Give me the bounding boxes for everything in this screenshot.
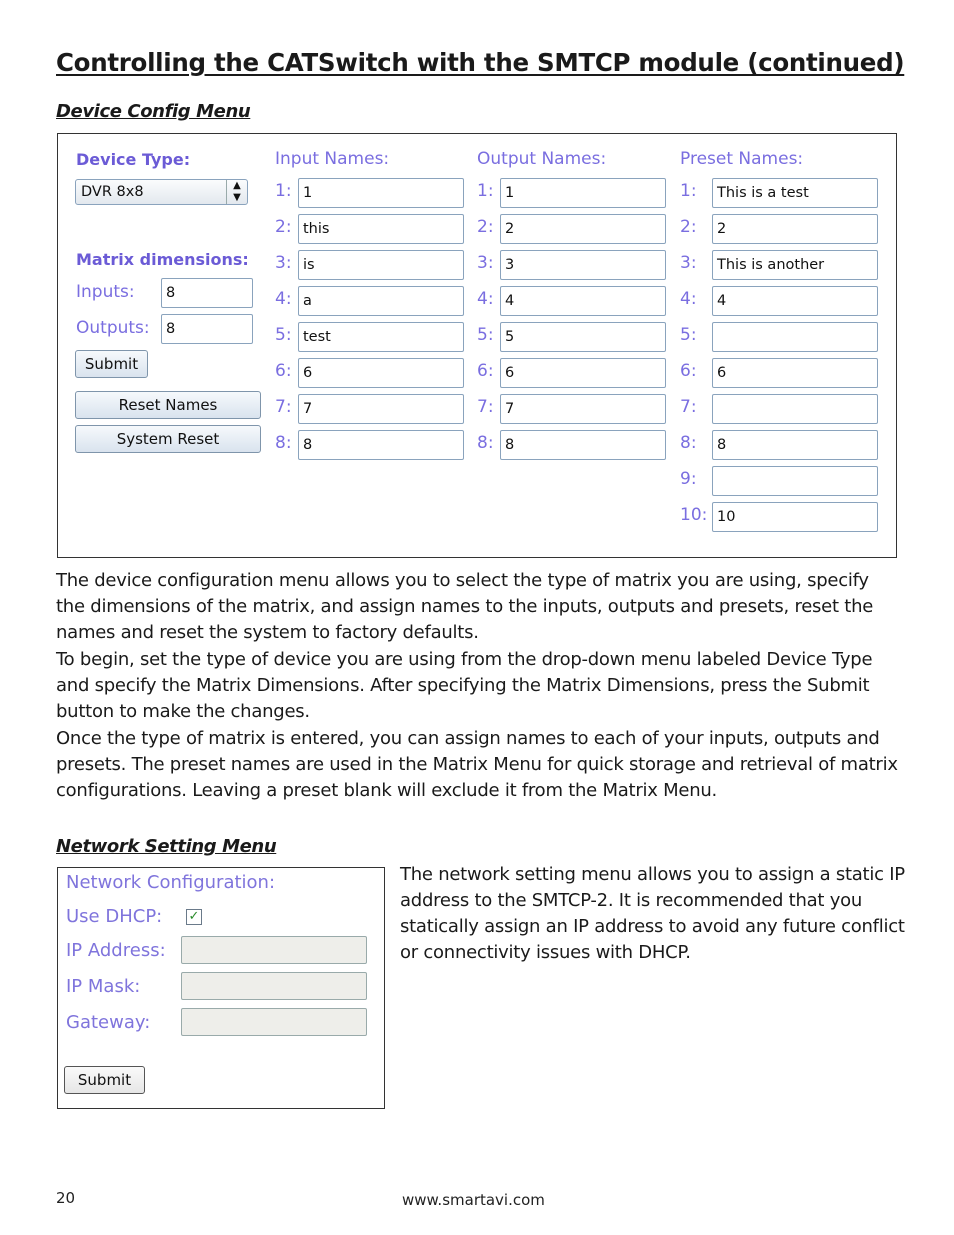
preset-name-field[interactable]: 4 (712, 286, 878, 316)
use-dhcp-checkbox[interactable]: ✓ (186, 909, 202, 925)
inputs-label: Inputs: (76, 282, 135, 302)
dimensions-submit-button[interactable]: Submit (75, 350, 148, 378)
preset-name-number: 4: (680, 289, 697, 309)
device-config-panel (57, 133, 897, 558)
preset-name-number: 10: (680, 505, 708, 525)
network-description: The network setting menu allows you to assign a static IP address to the SMTCP-2. It is recommended that you statically assign an IP address to avoid any future conflict or connectivity issues with DHCP. (400, 864, 905, 963)
preset-name-number: 5: (680, 325, 697, 345)
preset-names-header: Preset Names: (680, 149, 804, 169)
preset-name-field[interactable]: 8 (712, 430, 878, 460)
input-name-number: 7: (275, 397, 292, 417)
input-name-field[interactable]: 8 (298, 430, 464, 460)
network-config-panel (57, 867, 385, 1109)
input-name-number: 8: (275, 433, 292, 453)
outputs-count-field[interactable]: 8 (161, 314, 253, 344)
preset-name-number: 2: (680, 217, 697, 237)
device-config-paragraph-2: To begin, set the type of device you are using from the drop-down menu labeled Device Type and specify the Matrix Dimensions. After specifying the Matrix Dimensions, press the Submit button to make the changes. (56, 649, 873, 722)
preset-name-number: 8: (680, 433, 697, 453)
gateway-label: Gateway: (66, 1012, 151, 1033)
input-name-field[interactable]: test (298, 322, 464, 352)
input-name-number: 2: (275, 217, 292, 237)
input-name-number: 1: (275, 181, 292, 201)
preset-name-number: 9: (680, 469, 697, 489)
ip-address-field[interactable] (181, 936, 367, 964)
output-name-field[interactable]: 4 (500, 286, 666, 316)
input-name-number: 4: (275, 289, 292, 309)
output-name-field[interactable]: 2 (500, 214, 666, 244)
output-name-field[interactable]: 3 (500, 250, 666, 280)
output-names-header: Output Names: (477, 149, 607, 169)
network-setting-heading: Network Setting Menu (56, 836, 277, 857)
select-arrows-icon: ▲ ▼ (226, 180, 247, 204)
system-reset-button[interactable]: System Reset (75, 425, 261, 453)
output-name-number: 8: (477, 433, 494, 453)
output-name-number: 7: (477, 397, 494, 417)
output-name-field[interactable]: 1 (500, 178, 666, 208)
reset-names-button[interactable]: Reset Names (75, 391, 261, 419)
output-name-number: 4: (477, 289, 494, 309)
inputs-count-field[interactable]: 8 (161, 278, 253, 308)
input-name-field[interactable]: 7 (298, 394, 464, 424)
ip-mask-field[interactable] (181, 972, 367, 1000)
preset-name-field[interactable]: 10 (712, 502, 878, 532)
preset-name-field[interactable]: This is another (712, 250, 878, 280)
device-type-select[interactable] (75, 179, 248, 205)
page-number: 20 (56, 1189, 76, 1207)
preset-name-field[interactable]: 2 (712, 214, 878, 244)
preset-name-field[interactable] (712, 322, 878, 352)
page-title: Controlling the CATSwitch with the SMTCP module (continued) (56, 48, 905, 77)
device-config-heading: Device Config Menu (56, 101, 251, 122)
preset-name-field[interactable]: 6 (712, 358, 878, 388)
preset-name-number: 3: (680, 253, 697, 273)
input-name-number: 5: (275, 325, 292, 345)
network-submit-button[interactable]: Submit (64, 1066, 145, 1094)
output-name-number: 3: (477, 253, 494, 273)
input-names-header: Input Names: (275, 149, 390, 169)
footer-website: www.smartavi.com (402, 1191, 545, 1209)
use-dhcp-label: Use DHCP: (66, 906, 163, 927)
device-type-label: Device Type: (76, 150, 191, 169)
network-config-title: Network Configuration: (66, 872, 276, 893)
input-name-field[interactable]: 6 (298, 358, 464, 388)
output-name-number: 5: (477, 325, 494, 345)
output-name-number: 6: (477, 361, 494, 381)
outputs-label: Outputs: (76, 318, 150, 338)
ip-mask-label: IP Mask: (66, 976, 141, 997)
output-name-field[interactable]: 5 (500, 322, 666, 352)
device-config-paragraph-1: The device configuration menu allows you to select the type of matrix you are using, specify the dimensions of the matrix, and assign names to the inputs, outputs and presets, reset the names and reset the system to factory defaults. (56, 570, 874, 643)
output-name-field[interactable]: 6 (500, 358, 666, 388)
output-name-field[interactable]: 8 (500, 430, 666, 460)
device-config-paragraph-3: Once the type of matrix is entered, you can assign names to each of your inputs, outputs and presets. The preset names are used in the Matrix Menu for quick storage and retrieval of matrix configurations. Leaving a preset blank will exclude it from the Matrix Menu. (56, 728, 898, 801)
gateway-field[interactable] (181, 1008, 367, 1036)
preset-name-number: 6: (680, 361, 697, 381)
preset-name-number: 7: (680, 397, 697, 417)
input-name-field[interactable]: this (298, 214, 464, 244)
input-name-field[interactable]: is (298, 250, 464, 280)
preset-name-field[interactable]: This is a test (712, 178, 878, 208)
output-name-number: 1: (477, 181, 494, 201)
preset-name-field[interactable] (712, 394, 878, 424)
output-name-number: 2: (477, 217, 494, 237)
matrix-dimensions-label: Matrix dimensions: (76, 250, 249, 269)
ip-address-label: IP Address: (66, 940, 166, 961)
input-name-field[interactable]: a (298, 286, 464, 316)
input-name-field[interactable]: 1 (298, 178, 464, 208)
preset-name-field[interactable] (712, 466, 878, 496)
input-name-number: 6: (275, 361, 292, 381)
output-name-field[interactable]: 7 (500, 394, 666, 424)
input-name-number: 3: (275, 253, 292, 273)
preset-name-number: 1: (680, 181, 697, 201)
device-type-value: DVR 8x8 (81, 184, 144, 200)
